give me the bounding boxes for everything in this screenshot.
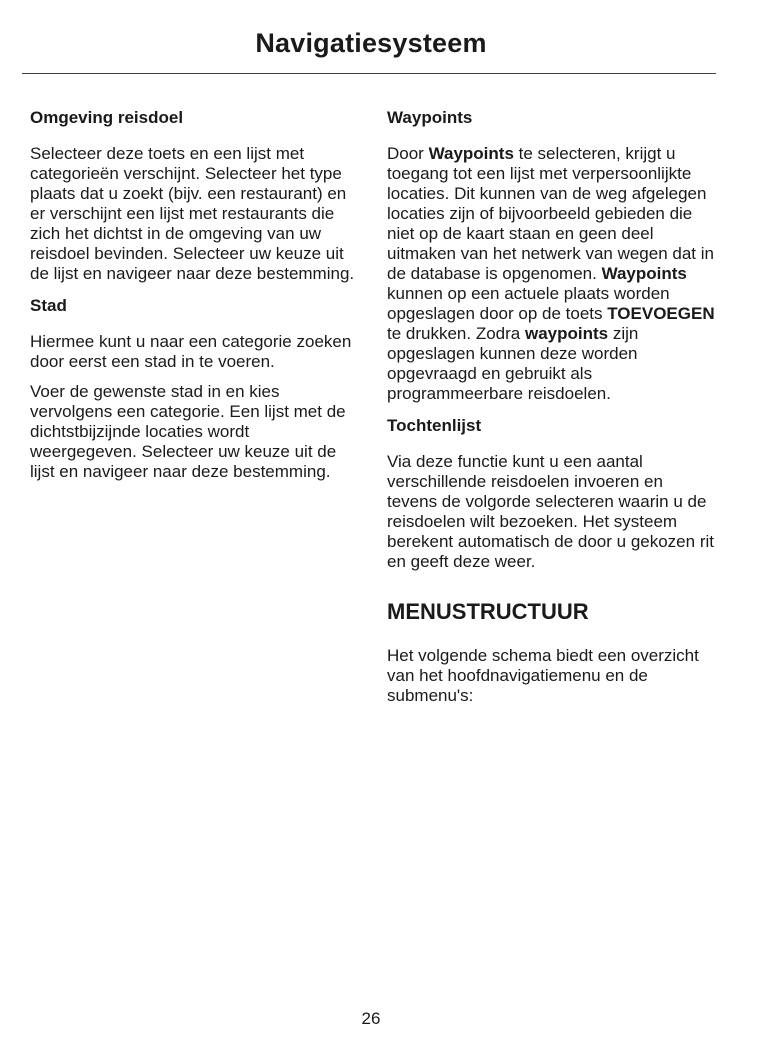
- title-divider: [22, 73, 716, 74]
- paragraph-tochtenlijst: Via deze functie kunt u een aantal verschillende reisdoelen invoeren en tevens de volgorde selecteren waarin u de reisdoelen wilt bezoeken. Het systeem berekent automatisch de door u gekozen rit en geeft deze weer.: [387, 452, 714, 571]
- section-heading-stad: Stad: [30, 296, 67, 315]
- paragraph-stad-1: Hiermee kunt u naar een categorie zoeken door eerst een stad in te voeren.: [30, 332, 352, 371]
- left-column: [30, 106, 360, 492]
- paragraph-stad-2: Voer de gewenste stad in en kies vervolgens een categorie. Een lijst met de dichtstbijzijnde locaties wordt weergegeven. Selecteer uw keuze uit de lijst en navigeer naar deze bestemming.: [30, 382, 346, 481]
- paragraph-menustructuur: Het volgende schema biedt een overzicht van het hoofdnavigatiemenu en de submenu's:: [387, 646, 699, 705]
- right-column: [387, 106, 717, 716]
- page-title: Navigatiesysteem: [255, 28, 487, 58]
- text-run: zijn opgeslagen kunnen deze worden opgevraagd en gebruikt als programmeerbare reisdoelen.: [387, 324, 639, 403]
- text-run: te drukken. Zodra: [387, 324, 525, 343]
- bold-term-toevoegen: TOEVOEGEN: [607, 304, 715, 323]
- text-run: te selecteren, krijgt u toegang tot een lijst met verpersoonlijkte locaties. Dit kunnen van de weg afgelegen locaties zijn of bijvoorbeeld gebieden die niet op de kaart staan en geen deel uitmaken van het netwerk van wegen dat in de database is opgenomen.: [387, 144, 714, 283]
- text-run: kunnen op een actuele plaats worden opgeslagen door op de toets: [387, 284, 670, 323]
- bold-term-waypoints: waypoints: [524, 324, 609, 343]
- paragraph-waypoints: [387, 144, 717, 404]
- paragraph-omgeving-reisdoel: Selecteer deze toets en een lijst met categorieën verschijnt. Selecteer het type plaats dat u zoekt (bijv. een restaurant) en er verschijnt een lijst met restaurants die zich het dichtst in de omgeving van uw reisdoel bevinden. Selecteer uw keuze uit de lijst en navigeer naar deze bestemming.: [30, 144, 355, 283]
- page-number: 26: [361, 1009, 381, 1028]
- section-heading-menustructuur: MENUSTRUCTUUR: [387, 599, 589, 624]
- section-heading-waypoints: Waypoints: [387, 108, 473, 127]
- bold-term-waypoints: Waypoints: [601, 264, 687, 283]
- text-run: Door: [387, 144, 429, 163]
- section-heading-omgeving-reisdoel: Omgeving reisdoel: [30, 108, 184, 127]
- section-heading-tochtenlijst: Tochtenlijst: [387, 416, 482, 435]
- bold-term-waypoints: Waypoints: [428, 144, 514, 163]
